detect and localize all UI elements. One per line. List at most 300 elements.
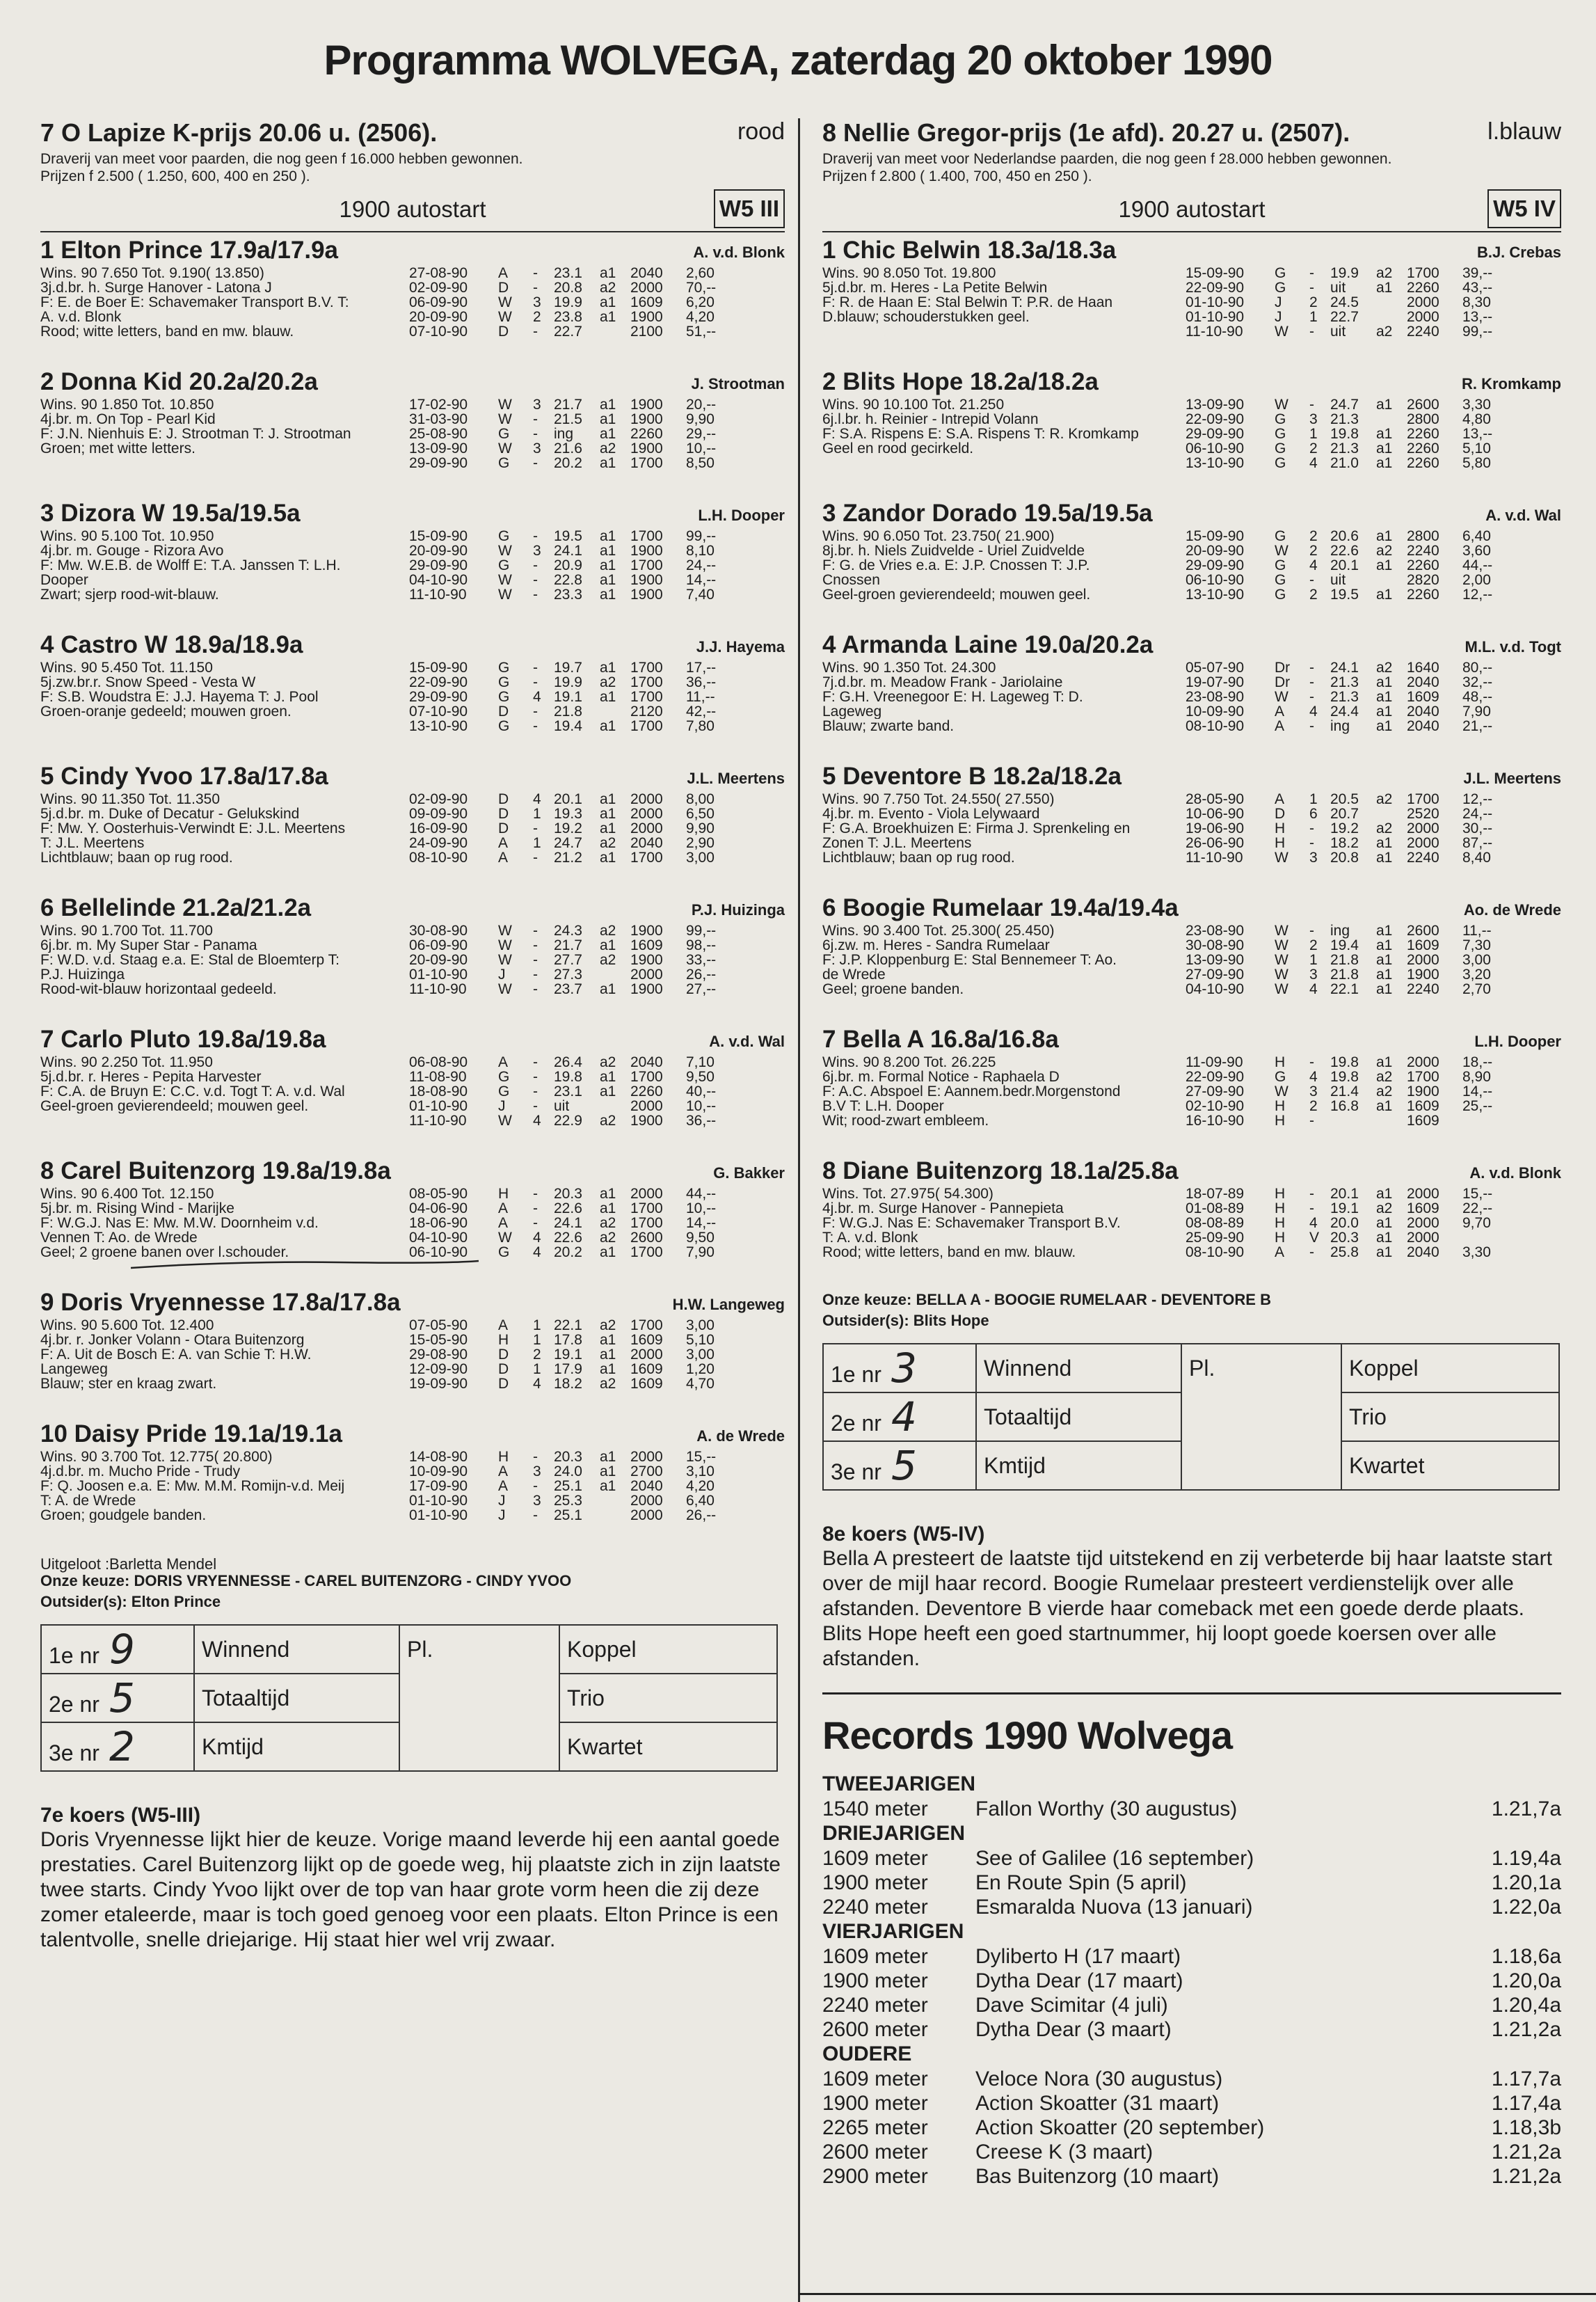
- result-cell: 13-10-90: [1186, 587, 1245, 603]
- result-cell: a2: [1376, 820, 1393, 836]
- result-cell: a1: [1376, 397, 1393, 413]
- result-row: [409, 1493, 785, 1508]
- horse-results: [409, 266, 785, 339]
- result-cell: 21.4: [1330, 1083, 1359, 1100]
- result-cell: 1700: [630, 718, 663, 734]
- bet-place-cell: [41, 1625, 194, 1674]
- result-cell: H: [498, 1332, 509, 1348]
- race-start-row: [822, 189, 1561, 230]
- result-cell: -: [533, 411, 538, 427]
- result-cell: 06-10-90: [1186, 572, 1245, 588]
- race-header: [40, 118, 785, 150]
- record-time: 1.21,2a: [1491, 2141, 1561, 2164]
- result-row: [1186, 295, 1561, 310]
- result-cell: 9,90: [686, 820, 715, 836]
- record-distance: 1609 meter: [822, 1945, 928, 1968]
- record-distance: 1900 meter: [822, 1871, 928, 1894]
- result-cell: 1700: [630, 1069, 663, 1085]
- result-cell: 1609: [1407, 1200, 1439, 1216]
- horse-info-line: T: J.L. Meertens: [40, 836, 145, 850]
- result-cell: 27.3: [554, 967, 582, 983]
- result-cell: a1: [1376, 1230, 1393, 1246]
- result-cell: 26.4: [554, 1054, 582, 1070]
- result-cell: 1609: [630, 294, 663, 310]
- record-distance: 1900 meter: [822, 1969, 928, 1992]
- horse-info-line: Wins. 90 3.400 Tot. 25.300( 25.450): [822, 923, 1055, 938]
- result-cell: 87,--: [1462, 835, 1493, 851]
- result-cell: 1609: [630, 1332, 663, 1348]
- result-cell: 2: [533, 309, 541, 325]
- result-cell: 4,20: [686, 1478, 715, 1494]
- result-cell: -: [1309, 280, 1314, 296]
- result-cell: H: [1275, 835, 1286, 851]
- result-cell: 14,--: [686, 1215, 717, 1231]
- horse-info-line: F: W.D. v.d. Staag e.a. E: Stal de Bloemterp T:: [40, 953, 340, 967]
- horse-header: [822, 1026, 1561, 1055]
- result-cell: 24.1: [1330, 660, 1359, 676]
- result-cell: 2240: [1407, 324, 1439, 340]
- result-cell: 1,20: [686, 1361, 715, 1377]
- result-row: [1186, 324, 1561, 339]
- result-cell: 20.0: [1330, 1215, 1359, 1231]
- result-cell: 9,90: [686, 411, 715, 427]
- result-cell: 2040: [1407, 704, 1439, 720]
- result-cell: W: [498, 397, 512, 413]
- result-cell: 2040: [1407, 674, 1439, 690]
- result-cell: 22.9: [554, 1113, 582, 1129]
- result-cell: 1: [533, 1317, 541, 1333]
- result-cell: 2000: [1407, 1230, 1439, 1246]
- result-cell: 1900: [630, 981, 663, 997]
- result-cell: 06-09-90: [409, 294, 468, 310]
- result-cell: 6,50: [686, 806, 715, 822]
- result-row: [1186, 1084, 1561, 1099]
- horse-info-line: 5j.d.br. m. Heres - La Petite Belwin: [822, 280, 1048, 295]
- horse-header: [40, 1420, 785, 1450]
- record-horse: Bas Buitenzorg (10 maart): [975, 2165, 1220, 2188]
- result-cell: 13-09-90: [409, 440, 468, 457]
- result-cell: a2: [1376, 1069, 1393, 1085]
- result-cell: 4,80: [1462, 411, 1491, 427]
- result-row: [1186, 675, 1561, 690]
- result-cell: 18-08-90: [409, 1083, 468, 1100]
- horse-header: [40, 500, 785, 529]
- result-cell: 21.7: [554, 937, 582, 953]
- horse-name: 10 Daisy Pride 19.1a/19.1a: [40, 1420, 342, 1447]
- result-cell: 18-07-89: [1186, 1186, 1245, 1202]
- result-row: [1186, 529, 1561, 543]
- result-cell: a1: [600, 820, 616, 836]
- result-cell: H: [1275, 1098, 1286, 1114]
- record-distance: 2600 meter: [822, 2141, 928, 2164]
- result-cell: 9,50: [686, 1230, 715, 1246]
- result-cell: 19.8: [1330, 426, 1359, 442]
- result-cell: -: [533, 324, 538, 340]
- result-cell: 11-10-90: [1186, 850, 1243, 866]
- result-cell: 15,--: [686, 1449, 717, 1465]
- horse-entry: [822, 368, 1561, 500]
- result-cell: G: [1275, 528, 1286, 544]
- result-cell: 2000: [630, 791, 663, 807]
- result-cell: G: [1275, 455, 1286, 471]
- bet-place-label: 1e nr: [49, 1643, 99, 1668]
- race-description: Draverij van meet voor Nederlandse paarden, die nog geen f 28.000 hebben gewonnen.: [822, 151, 1392, 167]
- result-cell: a1: [1376, 587, 1393, 603]
- result-cell: 25,--: [1462, 1098, 1493, 1114]
- horse-info: [822, 1055, 1184, 1128]
- result-cell: 02-10-90: [1186, 1098, 1245, 1114]
- race-8-column: [822, 118, 1561, 2189]
- result-row: [409, 967, 785, 982]
- bet-row: [41, 1625, 777, 1674]
- result-row: [409, 675, 785, 690]
- result-row: [1186, 412, 1561, 427]
- result-row: [1186, 558, 1561, 573]
- horse-info-line: Wins. 90 7.750 Tot. 24.550( 27.550): [822, 792, 1055, 807]
- result-cell: -: [533, 937, 538, 953]
- horse-info-line: F: C.A. de Bruyn E: C.C. v.d. Togt T: A. v.d. Wal: [40, 1084, 345, 1099]
- result-row: [1186, 850, 1561, 865]
- result-cell: 23.1: [554, 265, 582, 281]
- result-cell: 14-08-90: [409, 1449, 468, 1465]
- result-row: [409, 1230, 785, 1245]
- result-cell: a1: [600, 1478, 616, 1494]
- horse-name: 6 Boogie Rumelaar 19.4a/19.4a: [822, 894, 1179, 921]
- result-cell: 08-05-90: [409, 1186, 468, 1202]
- result-cell: 04-10-90: [409, 572, 468, 588]
- horse-info-line: Rood-wit-blauw horizontaal gedeeld.: [40, 982, 277, 997]
- result-cell: 19.5: [554, 528, 582, 544]
- result-cell: 2000: [1407, 952, 1439, 968]
- result-cell: 1700: [630, 850, 663, 866]
- result-cell: 1609: [630, 1376, 663, 1392]
- handwritten-number: 5: [109, 1674, 135, 1722]
- result-cell: 2000: [630, 967, 663, 983]
- horse-info-line: 4j.d.br. m. Mucho Pride - Trudy: [40, 1464, 241, 1479]
- result-cell: 06-10-90: [1186, 440, 1245, 457]
- horse-info-line: 6j.br. m. Formal Notice - Raphaela D: [822, 1070, 1060, 1084]
- result-cell: 1: [533, 1332, 541, 1348]
- result-cell: -: [533, 1098, 538, 1114]
- horse-info-line: Geel; 2 groene banen over l.schouder.: [40, 1245, 289, 1260]
- result-cell: 15-05-90: [409, 1332, 468, 1348]
- result-row: [1186, 456, 1561, 470]
- result-cell: -: [1309, 660, 1314, 676]
- result-cell: 3,20: [1462, 967, 1491, 983]
- horse-entry: [40, 1157, 785, 1289]
- result-cell: a1: [1376, 718, 1393, 734]
- result-cell: 11-10-90: [1186, 324, 1243, 340]
- bet-combo-label: Kwartet: [1341, 1441, 1559, 1490]
- horse-info: [40, 1450, 402, 1523]
- our-choice: Onze keuze: DORIS VRYENNESSE - CAREL BUITENZORG - CINDY YVOO: [40, 1572, 572, 1589]
- result-cell: 2820: [1407, 572, 1439, 588]
- result-cell: 11-10-90: [409, 587, 467, 603]
- bet-row: [823, 1344, 1559, 1392]
- result-cell: 2260: [1407, 280, 1439, 296]
- horse-header: [40, 1157, 785, 1186]
- result-cell: W: [498, 1230, 512, 1246]
- result-cell: 08-10-90: [1186, 718, 1245, 734]
- result-cell: 29-09-90: [409, 557, 468, 573]
- result-cell: 21.3: [1330, 689, 1359, 705]
- result-cell: 8,90: [1462, 1069, 1491, 1085]
- result-cell: -: [1309, 1186, 1314, 1202]
- result-row: [1186, 280, 1561, 295]
- result-cell: H: [1275, 1186, 1286, 1202]
- result-cell: 1640: [1407, 660, 1439, 676]
- result-cell: W: [1275, 952, 1288, 968]
- result-cell: 04-10-90: [409, 1230, 468, 1246]
- result-cell: 10,--: [686, 1200, 717, 1216]
- result-cell: 20.1: [1330, 1186, 1359, 1202]
- outsiders: Outsider(s): Elton Prince: [40, 1593, 221, 1610]
- result-cell: 7,80: [686, 718, 715, 734]
- result-cell: 25.1: [554, 1478, 582, 1494]
- result-cell: 24.3: [554, 923, 582, 939]
- horse-name: 7 Carlo Pluto 19.8a/19.8a: [40, 1026, 326, 1053]
- result-cell: G: [1275, 557, 1286, 573]
- result-cell: G: [1275, 265, 1286, 281]
- records-category: VIERJARIGEN: [822, 1920, 964, 1943]
- result-cell: W: [498, 411, 512, 427]
- result-cell: a1: [600, 572, 616, 588]
- result-row: [1186, 982, 1561, 997]
- horse-info-line: F: E. de Boer E: Schavemaker Transport B.V. T:: [40, 295, 349, 310]
- result-cell: 3,00: [686, 1347, 715, 1363]
- result-cell: 6,20: [686, 294, 715, 310]
- record-row: [822, 1871, 1561, 1895]
- horse-info-line: Wins. 90 1.850 Tot. 10.850: [40, 397, 214, 412]
- horse-entry: [40, 1289, 785, 1420]
- result-cell: 6,40: [686, 1493, 715, 1509]
- record-horse: Esmaralda Nuova (13 januari): [975, 1896, 1253, 1919]
- result-cell: W: [498, 440, 512, 457]
- record-horse: Dave Scimitar (4 juli): [975, 1994, 1168, 2017]
- result-cell: 22.1: [554, 1317, 582, 1333]
- bet-place-cell: [823, 1441, 976, 1490]
- result-cell: H: [1275, 820, 1286, 836]
- result-cell: 30-08-90: [409, 923, 468, 939]
- result-cell: -: [1309, 1244, 1314, 1260]
- result-cell: 3,00: [686, 1317, 715, 1333]
- result-cell: 26,--: [686, 967, 717, 983]
- horse-name: 1 Chic Belwin 18.3a/18.3a: [822, 237, 1117, 264]
- horse-info: [40, 397, 402, 456]
- result-row: [409, 1318, 785, 1333]
- horse-info-line: Wins. 90 2.250 Tot. 11.950: [40, 1055, 213, 1070]
- result-cell: W: [1275, 324, 1288, 340]
- result-cell: a2: [600, 1215, 616, 1231]
- result-cell: W: [498, 1113, 512, 1129]
- handwritten-number: 5: [891, 1442, 917, 1489]
- comment-body: Doris Vryennesse lijkt hier de keuze. Vorige maand leverde hij een aantal goede prestaties. Carel Buitenzorg lijkt op de goede weg, hij plaatste zich in zijn laatste twee starts. Cindy Yvoo lijkt over de top van haar grote vorm heen die zij deze zomer etaleerde, maar is toch goed genoeg voor een plaats. Elton Prince is een talentvolle, snelle driejarige. Hij staat hier wel vrij zwaar.: [40, 1828, 781, 1951]
- horse-info-line: F: J.N. Nienhuis E: J. Strootman T: J. Strootman: [40, 427, 351, 441]
- horse-entry: [40, 500, 785, 631]
- result-cell: 19.8: [1330, 1069, 1359, 1085]
- result-cell: 20.8: [1330, 850, 1359, 866]
- horse-header: [40, 368, 785, 397]
- horse-header: [822, 1157, 1561, 1186]
- horse-info-line: Geel; groene banden.: [822, 982, 964, 997]
- result-cell: a1: [600, 1244, 616, 1260]
- result-cell: a1: [600, 937, 616, 953]
- result-cell: 4,20: [686, 309, 715, 325]
- result-cell: 1700: [630, 1317, 663, 1333]
- result-cell: 8,30: [1462, 294, 1491, 310]
- result-cell: 2040: [630, 1054, 663, 1070]
- bet-form-table: [40, 1624, 778, 1772]
- result-cell: 22-09-90: [1186, 280, 1245, 296]
- horse-info-line: Geel en rood gecirkeld.: [822, 441, 974, 456]
- result-cell: 4: [1309, 704, 1318, 720]
- result-row: [409, 280, 785, 295]
- horse-info-line: T: A. v.d. Blonk: [822, 1230, 918, 1245]
- horse-info-line: Wins. 90 5.100 Tot. 10.950: [40, 529, 214, 543]
- result-row: [409, 1186, 785, 1201]
- horse-name: 8 Diane Buitenzorg 18.1a/25.8a: [822, 1157, 1179, 1184]
- result-cell: 4: [1309, 557, 1318, 573]
- horse-info-line: Zonen T: J.L. Meertens: [822, 836, 972, 850]
- result-cell: 42,--: [686, 704, 717, 720]
- result-cell: a1: [600, 411, 616, 427]
- result-cell: 1900: [630, 1113, 663, 1129]
- horse-info: [40, 923, 402, 997]
- record-row: [822, 1846, 1561, 1871]
- result-cell: J: [498, 1098, 506, 1114]
- result-cell: 2000: [630, 1493, 663, 1509]
- result-cell: 1900: [1407, 967, 1439, 983]
- record-distance: 2600 meter: [822, 2018, 928, 2041]
- result-row: [1186, 310, 1561, 324]
- horse-results: [1186, 1055, 1561, 1128]
- result-cell: 16.8: [1330, 1098, 1359, 1114]
- result-cell: 3: [1309, 1083, 1318, 1100]
- result-cell: 3: [533, 294, 541, 310]
- result-cell: 7,10: [686, 1054, 715, 1070]
- result-cell: [1462, 1230, 1522, 1245]
- records-category: TWEEJARIGEN: [822, 1772, 976, 1795]
- result-row: [409, 456, 785, 470]
- result-cell: 19.3: [554, 806, 582, 822]
- result-cell: 1700: [1407, 791, 1439, 807]
- result-cell: 29-09-90: [409, 689, 468, 705]
- result-row: [409, 1347, 785, 1362]
- horse-entry: [822, 894, 1561, 1026]
- result-cell: 22.6: [1330, 543, 1359, 559]
- record-distance: 2265 meter: [822, 2116, 928, 2139]
- bet-place-column: Pl.: [399, 1625, 559, 1771]
- records-category: OUDERE: [822, 2042, 912, 2065]
- result-cell: 20.9: [554, 557, 582, 573]
- result-cell: 19.1: [554, 1347, 582, 1363]
- horse-name: 4 Castro W 18.9a/18.9a: [40, 631, 303, 658]
- result-row: [1186, 1245, 1561, 1260]
- bet-place-cell: [823, 1344, 976, 1392]
- result-cell: 99,--: [686, 528, 717, 544]
- result-cell: A: [498, 1463, 509, 1479]
- horse-info-line: F: A. Uit de Bosch E: A. van Schie T: H.W.: [40, 1347, 312, 1362]
- result-cell: 01-10-90: [1186, 294, 1245, 310]
- record-time: 1.20,4a: [1491, 1994, 1561, 2017]
- result-cell: a1: [600, 309, 616, 325]
- result-cell: a1: [600, 1069, 616, 1085]
- result-cell: [1376, 573, 1407, 587]
- result-cell: a1: [600, 528, 616, 544]
- result-cell: A: [498, 1054, 509, 1070]
- result-cell: A: [498, 835, 509, 851]
- result-cell: G: [1275, 280, 1286, 296]
- result-cell: 20.2: [554, 1244, 582, 1260]
- record-row: [822, 1797, 1561, 1821]
- result-cell: [1462, 1113, 1522, 1128]
- result-cell: 01-10-90: [409, 1098, 468, 1114]
- result-cell: a2: [600, 1376, 616, 1392]
- result-cell: 4,70: [686, 1376, 715, 1392]
- horse-name: 2 Donna Kid 20.2a/20.2a: [40, 368, 318, 395]
- result-cell: 2800: [1407, 528, 1439, 544]
- result-cell: -: [533, 850, 538, 866]
- result-cell: 19.4: [554, 718, 582, 734]
- result-cell: a2: [600, 835, 616, 851]
- result-cell: -: [533, 426, 538, 442]
- result-cell: 19.5: [1330, 587, 1359, 603]
- result-cell: 1: [533, 835, 541, 851]
- result-cell: [600, 967, 630, 982]
- result-cell: -: [1309, 718, 1314, 734]
- result-row: [1186, 836, 1561, 850]
- horse-info-line: Wins. 90 3.700 Tot. 12.775( 20.800): [40, 1450, 273, 1464]
- horse-results: [409, 529, 785, 602]
- result-cell: -: [1309, 674, 1314, 690]
- result-cell: 3: [533, 440, 541, 457]
- result-cell: G: [1275, 426, 1286, 442]
- result-cell: W: [498, 981, 512, 997]
- bet-field-label: Winnend: [976, 1344, 1181, 1392]
- record-row: [822, 2140, 1561, 2164]
- horse-header: [822, 368, 1561, 397]
- horse-results: [1186, 792, 1561, 865]
- result-cell: 32,--: [1462, 674, 1493, 690]
- result-cell: a1: [600, 557, 616, 573]
- horse-header: [822, 237, 1561, 266]
- result-cell: 1900: [630, 411, 663, 427]
- result-cell: D: [498, 324, 509, 340]
- result-cell: a1: [1376, 280, 1393, 296]
- result-row: [409, 923, 785, 938]
- horse-results: [1186, 529, 1561, 602]
- horse-name: 5 Cindy Yvoo 17.8a/17.8a: [40, 763, 328, 790]
- result-cell: -: [533, 1083, 538, 1100]
- result-cell: -: [533, 557, 538, 573]
- bet-place-label: 3e nr: [49, 1740, 99, 1765]
- result-cell: 15-09-90: [1186, 528, 1245, 544]
- result-row: [409, 821, 785, 836]
- result-cell: a1: [600, 850, 616, 866]
- result-cell: 2000: [630, 820, 663, 836]
- horse-info-line: F: J.P. Kloppenburg E: Stal Bennemeer T: Ao.: [822, 953, 1117, 967]
- result-row: [1186, 821, 1561, 836]
- result-cell: -: [533, 1054, 538, 1070]
- result-cell: a2: [600, 440, 616, 457]
- result-cell: 24,--: [686, 557, 717, 573]
- record-horse: See of Galilee (16 september): [975, 1847, 1254, 1870]
- bet-place-column: Pl.: [1181, 1344, 1341, 1490]
- result-cell: 1700: [630, 674, 663, 690]
- result-cell: A: [498, 1200, 509, 1216]
- result-cell: D: [498, 1347, 509, 1363]
- result-cell: 19.8: [1330, 1054, 1359, 1070]
